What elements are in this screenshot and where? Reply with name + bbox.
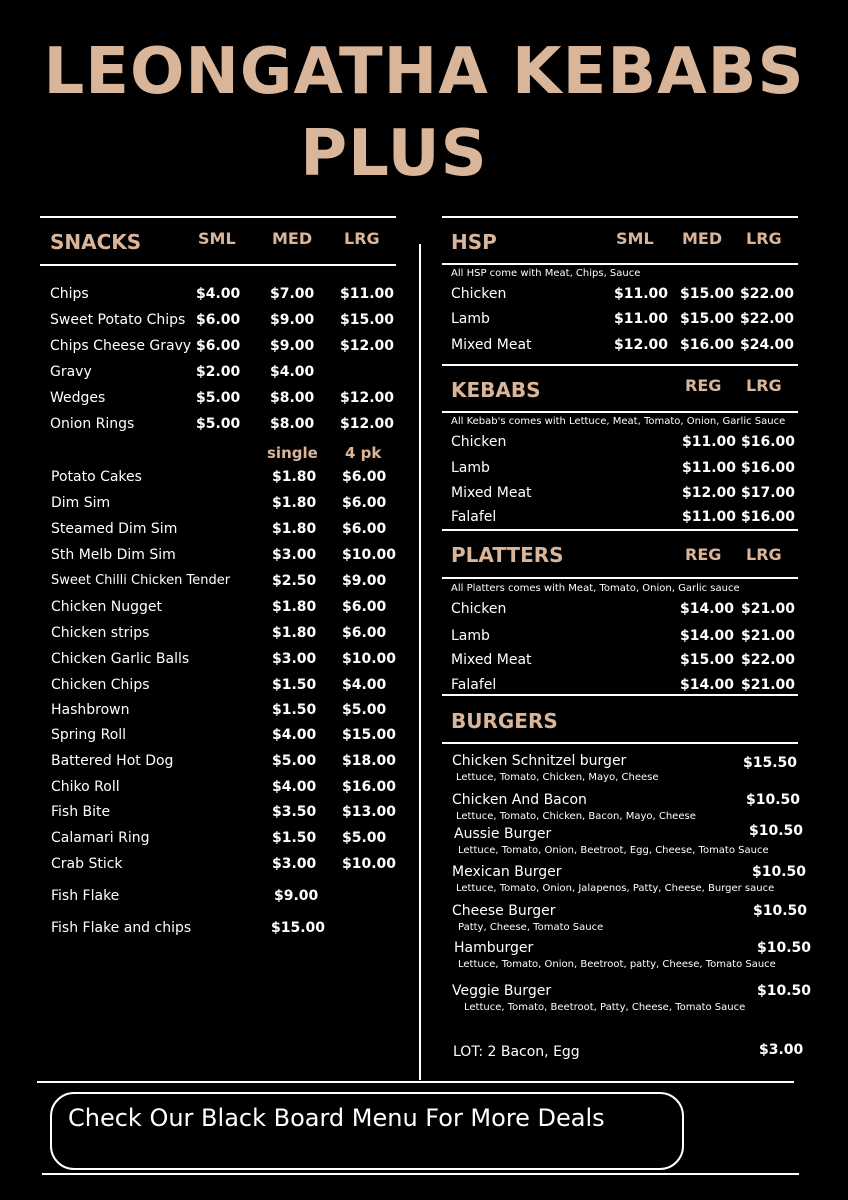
item-price: $17.00: [741, 485, 796, 501]
item-price: $12.00: [614, 337, 669, 353]
item-price: $1.80: [272, 469, 317, 485]
item-price: $5.00: [196, 416, 241, 432]
burger-price: $10.50: [753, 903, 808, 919]
snacks-top-rule: [40, 216, 396, 218]
platters-col-reg: REG: [685, 545, 722, 564]
kebabs-col-lrg: LRG: [746, 376, 782, 395]
item-name: Chicken strips: [51, 625, 150, 641]
item-price: $16.00: [741, 434, 796, 450]
burger-price: $10.50: [752, 864, 807, 880]
burger-price: $10.50: [757, 940, 812, 956]
item-price: $8.00: [270, 390, 315, 406]
lot-price: $3.00: [759, 1042, 804, 1058]
item-name: Chicken Chips: [51, 677, 150, 693]
item-price: $5.00: [196, 390, 241, 406]
item-price: $12.00: [340, 390, 395, 406]
burger-name: Chicken Schnitzel burger: [452, 753, 627, 769]
item-price: $22.00: [741, 652, 796, 668]
item-name: Sweet Chilli Chicken Tender: [51, 573, 231, 588]
item-name: Sweet Potato Chips: [50, 312, 186, 328]
item-name: Mixed Meat: [451, 337, 532, 353]
column-divider: [419, 244, 421, 1080]
item-price: $1.80: [272, 599, 317, 615]
platters-bottom-rule: [442, 694, 798, 696]
item-price: $3.00: [272, 651, 317, 667]
item-price: $15.00: [340, 312, 395, 328]
item-price: $6.00: [342, 625, 387, 641]
hsp-bottom-rule: [442, 364, 798, 366]
item-price: $4.00: [270, 364, 315, 380]
item-price: $15.00: [271, 920, 326, 936]
item-price: $3.00: [272, 547, 317, 563]
platters-header-rule: [442, 577, 798, 579]
item-name: Fish Bite: [51, 804, 111, 820]
item-price: $10.00: [342, 547, 397, 563]
item-price: $21.00: [741, 628, 796, 644]
item-price: $4.00: [272, 779, 317, 795]
item-price: $13.00: [342, 804, 397, 820]
item-name: Chicken: [451, 434, 507, 450]
item-price: $4.00: [272, 727, 317, 743]
item-name: Spring Roll: [51, 727, 127, 743]
item-name: Hashbrown: [51, 702, 130, 718]
footer-top-rule: [37, 1081, 794, 1083]
item-price: $6.00: [342, 495, 387, 511]
item-price: $22.00: [740, 286, 795, 302]
snacks-col-sml: SML: [198, 229, 236, 248]
snacks-heading: SNACKS: [50, 230, 142, 254]
item-name: Falafel: [451, 677, 497, 693]
hsp-note: All HSP come with Meat, Chips, Sauce: [451, 268, 641, 279]
snacks-col-4pk: 4 pk: [345, 444, 382, 462]
item-price: $11.00: [682, 460, 737, 476]
item-price: $9.00: [270, 338, 315, 354]
item-price: $6.00: [342, 599, 387, 615]
item-name: Chicken: [451, 601, 507, 617]
item-price: $22.00: [740, 311, 795, 327]
restaurant-title-line2: PLUS: [300, 117, 488, 191]
item-price: $5.00: [342, 830, 387, 846]
platters-heading: PLATTERS: [451, 543, 564, 567]
item-price: $4.00: [342, 677, 387, 693]
burger-price: $10.50: [749, 823, 804, 839]
item-name: Lamb: [451, 628, 490, 644]
item-price: $3.00: [272, 856, 317, 872]
platters-note: All Platters comes with Meat, Tomato, Onion, Garlic sauce: [451, 583, 740, 594]
footer-bottom-rule: [42, 1173, 799, 1175]
item-price: $18.00: [342, 753, 397, 769]
snacks-col-single: single: [267, 444, 318, 462]
kebabs-note: All Kebab's comes with Lettuce, Meat, Tomato, Onion, Garlic Sauce: [451, 416, 786, 427]
burger-description: Lettuce, Tomato, Onion, Beetroot, patty, Cheese, Tomato Sauce: [458, 959, 776, 970]
item-price: $15.00: [680, 286, 735, 302]
burger-price: $10.50: [757, 983, 812, 999]
item-price: $11.00: [340, 286, 395, 302]
burger-name: Veggie Burger: [452, 983, 552, 999]
item-price: $5.00: [272, 753, 317, 769]
item-name: Mixed Meat: [451, 652, 532, 668]
item-name: Lamb: [451, 311, 490, 327]
item-name: Chicken: [451, 286, 507, 302]
item-price: $12.00: [340, 416, 395, 432]
burger-name: Aussie Burger: [454, 826, 552, 842]
item-price: $15.00: [342, 727, 397, 743]
item-price: $21.00: [741, 601, 796, 617]
burger-description: Lettuce, Tomato, Chicken, Bacon, Mayo, Cheese: [456, 811, 696, 822]
item-name: Chips Cheese Gravy: [50, 338, 192, 354]
item-price: $24.00: [740, 337, 795, 353]
item-price: $10.00: [342, 856, 397, 872]
burgers-header-rule: [442, 742, 798, 744]
item-name: Chicken Nugget: [51, 599, 163, 615]
lot-label: LOT: 2 Bacon, Egg: [453, 1044, 580, 1060]
hsp-col-sml: SML: [616, 229, 654, 248]
item-price: $11.00: [682, 509, 737, 525]
item-name: Calamari Ring: [51, 830, 150, 846]
item-name: Fish Flake: [51, 888, 120, 904]
item-name: Wedges: [50, 390, 106, 406]
burger-name: Mexican Burger: [452, 864, 562, 880]
item-name: Battered Hot Dog: [51, 753, 174, 769]
item-price: $7.00: [270, 286, 315, 302]
hsp-col-lrg: LRG: [746, 229, 782, 248]
item-price: $5.00: [342, 702, 387, 718]
item-price: $6.00: [342, 521, 387, 537]
item-price: $16.00: [741, 460, 796, 476]
restaurant-title-line1: LEONGATHA KEBABS: [43, 35, 805, 109]
item-price: $14.00: [680, 601, 735, 617]
item-price: $14.00: [680, 628, 735, 644]
item-price: $15.00: [680, 311, 735, 327]
item-price: $9.00: [270, 312, 315, 328]
footer-text: Check Our Black Board Menu For More Deals: [68, 1104, 605, 1132]
item-price: $1.80: [272, 521, 317, 537]
item-name: Crab Stick: [51, 856, 123, 872]
item-price: $16.00: [680, 337, 735, 353]
burger-description: Lettuce, Tomato, Chicken, Mayo, Cheese: [456, 772, 659, 783]
item-name: Falafel: [451, 509, 497, 525]
item-price: $15.00: [680, 652, 735, 668]
item-price: $9.00: [342, 573, 387, 589]
item-name: Chips: [50, 286, 89, 302]
item-price: $16.00: [741, 509, 796, 525]
item-name: Mixed Meat: [451, 485, 532, 501]
item-price: $1.50: [272, 830, 317, 846]
burger-price: $10.50: [746, 792, 801, 808]
burgers-heading: BURGERS: [451, 709, 558, 733]
burger-description: Lettuce, Tomato, Beetroot, Patty, Cheese, Tomato Sauce: [464, 1002, 746, 1013]
hsp-top-rule: [442, 216, 798, 218]
item-price: $12.00: [682, 485, 737, 501]
item-price: $2.00: [196, 364, 241, 380]
item-price: $6.00: [196, 338, 241, 354]
kebabs-bottom-rule: [442, 529, 798, 531]
item-price: $11.00: [614, 311, 669, 327]
burger-description: Patty, Cheese, Tomato Sauce: [458, 922, 604, 933]
burger-name: Hamburger: [454, 940, 534, 956]
snacks-col-lrg: LRG: [344, 229, 380, 248]
burger-price: $15.50: [743, 755, 798, 771]
burger-name: Chicken And Bacon: [452, 792, 587, 808]
item-price: $3.50: [272, 804, 317, 820]
burger-description: Lettuce, Tomato, Onion, Jalapenos, Patty, Cheese, Burger sauce: [456, 883, 775, 894]
snacks-header-rule: [40, 264, 396, 266]
item-price: $8.00: [270, 416, 315, 432]
item-price: $12.00: [340, 338, 395, 354]
item-price: $14.00: [680, 677, 735, 693]
kebabs-header-rule: [442, 411, 798, 413]
kebabs-col-reg: REG: [685, 376, 722, 395]
kebabs-heading: KEBABS: [451, 378, 541, 402]
item-name: Fish Flake and chips: [51, 920, 192, 936]
hsp-heading: HSP: [451, 230, 497, 254]
item-price: $16.00: [342, 779, 397, 795]
platters-col-lrg: LRG: [746, 545, 782, 564]
item-name: Potato Cakes: [51, 469, 142, 485]
item-name: Chiko Roll: [51, 779, 120, 795]
item-price: $4.00: [196, 286, 241, 302]
item-price: $6.00: [196, 312, 241, 328]
hsp-col-med: MED: [682, 229, 723, 248]
item-price: $2.50: [272, 573, 317, 589]
item-price: $1.50: [272, 702, 317, 718]
item-name: Onion Rings: [50, 416, 135, 432]
item-name: Lamb: [451, 460, 490, 476]
item-price: $1.80: [272, 625, 317, 641]
hsp-header-rule: [442, 263, 798, 265]
item-price: $6.00: [342, 469, 387, 485]
burger-description: Lettuce, Tomato, Onion, Beetroot, Egg, Cheese, Tomato Sauce: [458, 845, 769, 856]
burger-name: Cheese Burger: [452, 903, 556, 919]
item-name: Sth Melb Dim Sim: [51, 547, 176, 563]
item-name: Gravy: [50, 364, 92, 380]
item-name: Dim Sim: [51, 495, 111, 511]
item-name: Steamed Dim Sim: [51, 521, 178, 537]
footer-banner: [50, 1092, 684, 1170]
item-name: Chicken Garlic Balls: [51, 651, 190, 667]
item-price: $10.00: [342, 651, 397, 667]
item-price: $11.00: [682, 434, 737, 450]
item-price: $21.00: [741, 677, 796, 693]
item-price: $11.00: [614, 286, 669, 302]
snacks-col-med: MED: [272, 229, 313, 248]
item-price: $1.80: [272, 495, 317, 511]
item-price: $1.50: [272, 677, 317, 693]
item-price: $9.00: [274, 888, 319, 904]
